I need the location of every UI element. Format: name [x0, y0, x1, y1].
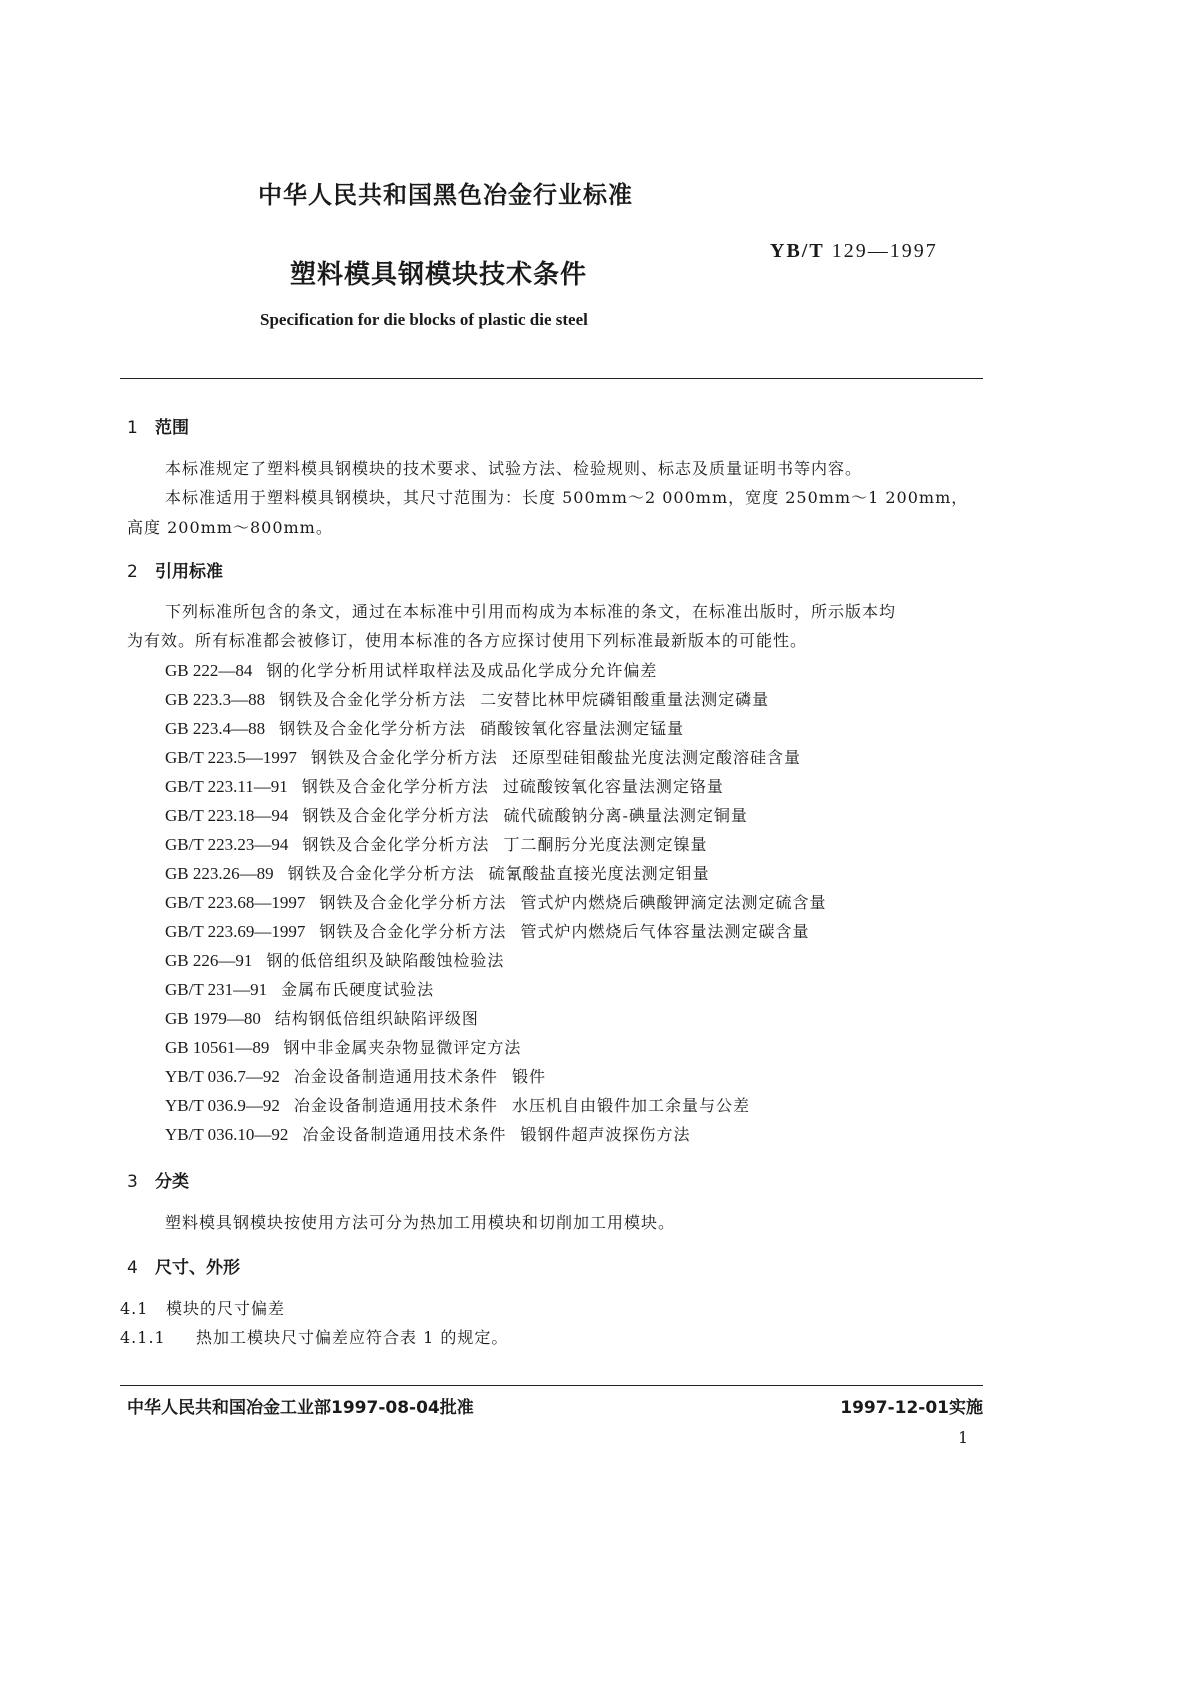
subsection-4-1 — [120, 1296, 285, 1319]
subsection-text: 热加工模块尺寸偏差应符合表 1 的规定。 — [196, 1328, 509, 1347]
effective-date: 1997-12-01实施 — [840, 1398, 983, 1418]
reference-title: 冶金设备制造通用技术条件 — [293, 1096, 498, 1115]
reference-code: GB/T 223.23—94 — [165, 835, 289, 854]
paragraph-line: 下列标准所包含的条文，通过在本标准中引用而构成为本标准的条文，在标准出版时，所示版本均 — [165, 602, 897, 621]
industry-standard-heading: 中华人民共和国黑色冶金行业标准 — [258, 181, 633, 209]
reference-title: 金属布氏硬度试验法 — [281, 980, 435, 999]
reference-item — [165, 890, 826, 913]
reference-code: GB 223.4—88 — [165, 719, 266, 738]
section-title: 引用标准 — [155, 562, 223, 582]
reference-title: 钢铁及合金化学分析方法 — [302, 806, 490, 825]
reference-subtitle: 硫氰酸盐直接光度法测定钼量 — [488, 864, 710, 883]
reference-title: 钢的低倍组织及缺陷酸蚀检验法 — [266, 951, 505, 970]
reference-title: 钢铁及合金化学分析方法 — [287, 864, 475, 883]
reference-item — [165, 1093, 750, 1116]
reference-code: GB/T 223.5—1997 — [165, 748, 297, 767]
reference-item — [165, 1006, 479, 1029]
reference-code: YB/T 036.10—92 — [165, 1125, 289, 1144]
reference-title: 冶金设备制造通用技术条件 — [293, 1067, 498, 1086]
paragraph-line: 本标准适用于塑料模具钢模块，其尺寸范围为：长度 500mm～2 000mm，宽度 250mm～1 200mm， — [165, 488, 969, 507]
section-number: 4 — [127, 1258, 138, 1278]
section-title: 分类 — [155, 1172, 189, 1192]
reference-code: YB/T 036.9—92 — [165, 1096, 280, 1115]
reference-code: GB 10561—89 — [165, 1038, 270, 1057]
subsection-title: 模块的尺寸偏差 — [166, 1299, 286, 1318]
reference-code: GB 222—84 — [165, 661, 253, 680]
reference-code: GB/T 231—91 — [165, 980, 268, 999]
section-number: 1 — [127, 418, 138, 438]
reference-title: 钢铁及合金化学分析方法 — [279, 719, 467, 738]
section-2-heading — [127, 557, 223, 582]
paragraph-line: 高度 200mm～800mm。 — [127, 518, 333, 537]
reference-item — [165, 832, 707, 855]
reference-item — [165, 977, 434, 1000]
section-title: 尺寸、外形 — [155, 1258, 240, 1278]
reference-subtitle: 丁二酮肟分光度法测定镍量 — [503, 835, 708, 854]
reference-item — [165, 919, 809, 942]
page-number: 1 — [958, 1428, 969, 1447]
section-title: 范围 — [155, 418, 189, 438]
reference-code: GB 1979—80 — [165, 1009, 261, 1028]
header-divider — [120, 378, 983, 379]
reference-item — [165, 861, 710, 884]
reference-item — [165, 658, 657, 681]
reference-subtitle: 水压机自由锻件加工余量与公差 — [511, 1096, 750, 1115]
reference-code: GB 226—91 — [165, 951, 253, 970]
reference-title: 钢中非金属夹杂物显微评定方法 — [283, 1038, 522, 1057]
reference-subtitle: 过硫酸铵氧化容量法测定铬量 — [502, 777, 724, 796]
section-number: 2 — [127, 562, 138, 582]
reference-code: GB/T 223.69—1997 — [165, 922, 306, 941]
reference-item — [165, 745, 801, 768]
standard-code — [770, 240, 938, 263]
reference-code: GB/T 223.68—1997 — [165, 893, 306, 912]
reference-item — [165, 774, 724, 797]
reference-code: YB/T 036.7—92 — [165, 1067, 280, 1086]
reference-subtitle: 管式炉内燃烧后气体容量法测定碳含量 — [520, 922, 810, 941]
reference-item — [165, 803, 748, 826]
code-number: 129—1997 — [831, 240, 938, 262]
reference-title: 钢铁及合金化学分析方法 — [301, 777, 489, 796]
reference-title: 钢的化学分析用试样取样法及成品化学成分允许偏差 — [266, 661, 658, 680]
document-title-cn: 塑料模具钢模块技术条件 — [290, 260, 588, 290]
reference-subtitle: 硫代硫酸钠分离-碘量法测定铜量 — [503, 806, 748, 825]
reference-title: 钢铁及合金化学分析方法 — [279, 690, 467, 709]
reference-subtitle: 锻钢件超声波探伤方法 — [520, 1125, 691, 1144]
reference-item — [165, 1122, 690, 1145]
reference-title: 钢铁及合金化学分析方法 — [319, 893, 507, 912]
footer-divider — [120, 1385, 983, 1386]
reference-title: 结构钢低倍组织缺陷评级图 — [274, 1009, 479, 1028]
approval-text: 中华人民共和国冶金工业部1997-08-04批准 — [127, 1398, 474, 1418]
code-prefix: YB/T — [770, 240, 825, 262]
section-number: 3 — [127, 1172, 138, 1192]
reference-title: 钢铁及合金化学分析方法 — [302, 835, 490, 854]
reference-title: 冶金设备制造通用技术条件 — [302, 1125, 507, 1144]
section-4-heading — [127, 1253, 240, 1278]
document-title-en: Specification for die blocks of plastic die steel — [260, 310, 588, 329]
paragraph: 本标准规定了塑料模具钢模块的技术要求、试验方法、检验规则、标志及质量证明书等内容。 — [165, 459, 863, 478]
reference-code: GB 223.26—89 — [165, 864, 274, 883]
reference-subtitle: 管式炉内燃烧后碘酸钾滴定法测定硫含量 — [520, 893, 827, 912]
section-1-heading — [127, 413, 189, 438]
reference-subtitle: 还原型硅钼酸盐光度法测定酸溶硅含量 — [511, 748, 801, 767]
reference-subtitle: 二安替比林甲烷磷钼酸重量法测定磷量 — [480, 690, 770, 709]
reference-code: GB 223.3—88 — [165, 690, 266, 709]
reference-item — [165, 716, 684, 739]
reference-title: 钢铁及合金化学分析方法 — [310, 748, 498, 767]
reference-title: 钢铁及合金化学分析方法 — [319, 922, 507, 941]
reference-subtitle: 锻件 — [511, 1067, 546, 1086]
reference-item — [165, 687, 769, 710]
subsection-4-1-1 — [120, 1325, 508, 1348]
paragraph: 塑料模具钢模块按使用方法可分为热加工用模块和切削加工用模块。 — [165, 1213, 676, 1232]
reference-item — [165, 948, 504, 971]
reference-item — [165, 1064, 546, 1087]
reference-code: GB/T 223.11—91 — [165, 777, 288, 796]
reference-code: GB/T 223.18—94 — [165, 806, 289, 825]
subsection-number: 4.1.1 — [120, 1328, 166, 1347]
section-3-heading — [127, 1167, 189, 1192]
reference-subtitle: 硝酸铵氧化容量法测定锰量 — [480, 719, 685, 738]
subsection-number: 4.1 — [120, 1299, 149, 1318]
reference-item — [165, 1035, 521, 1058]
paragraph-line: 为有效。所有标准都会被修订，使用本标准的各方应探讨使用下列标准最新版本的可能性。 — [127, 631, 808, 650]
